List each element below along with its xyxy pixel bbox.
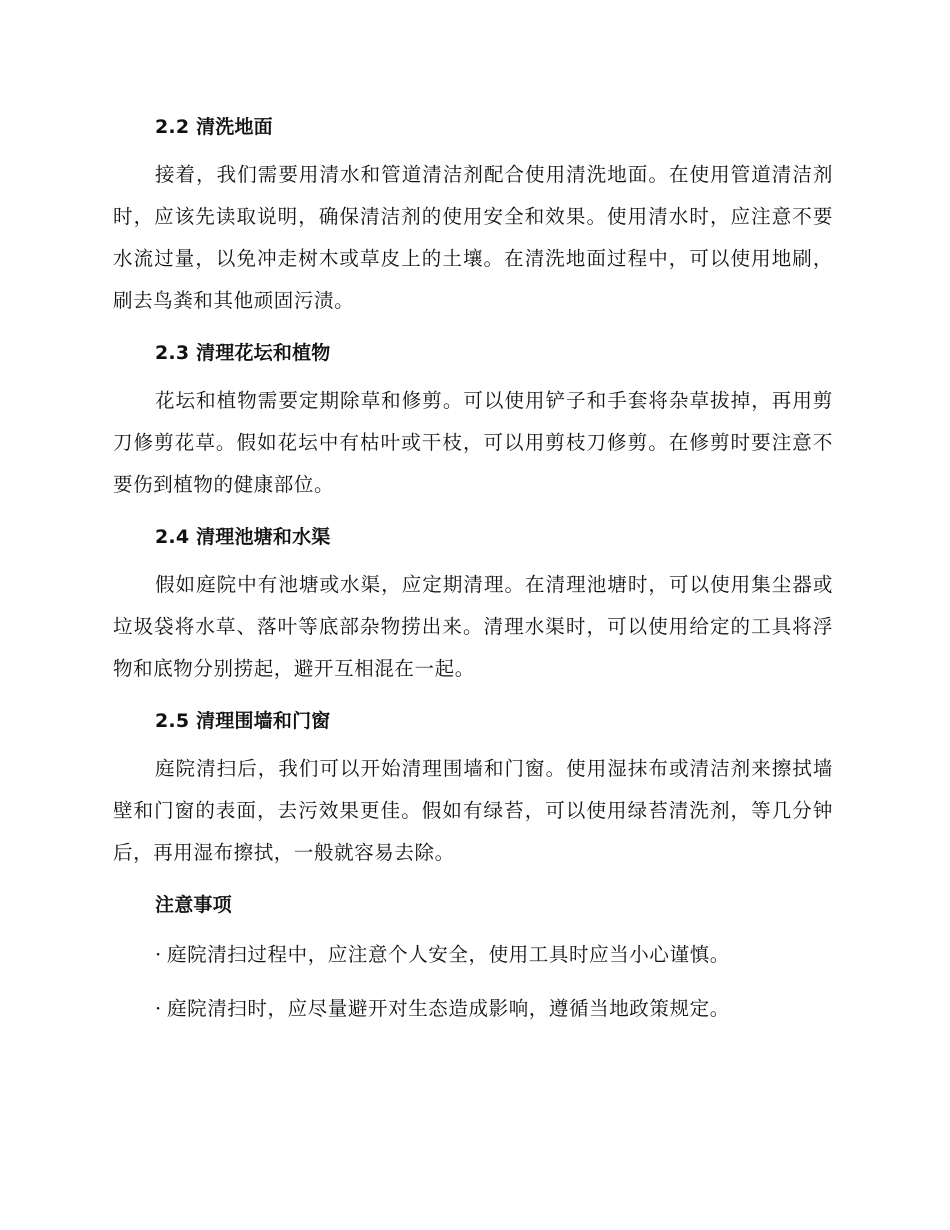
section-heading-2-4: 2.4 清理池塘和水渠 xyxy=(155,526,331,548)
section-heading-2-5: 2.5 清理围墙和门窗 xyxy=(155,710,331,732)
section-heading-2-2: 2.2 清洗地面 xyxy=(155,116,273,138)
section-body-2-5: 庭院清扫后，我们可以开始清理围墙和门窗。使用湿抹布或清洁剂来擦拭墙壁和门窗的表面，去污效果更佳。假如有绿苔，可以使用绿苔清洗剂，等几分钟后，再用湿布擦拭，一般就容易去除。 xyxy=(113,757,833,864)
note-item-text: 庭院清扫过程中，应注意个人安全，使用工具时应当小心谨慎。 xyxy=(167,943,730,966)
note-item xyxy=(113,934,833,976)
notes-heading: 注意事项 xyxy=(155,894,232,916)
section-heading-2-3: 2.3 清理花坛和植物 xyxy=(155,342,331,364)
bullet-dot-icon: · xyxy=(155,997,162,1020)
note-item-text: 庭院清扫时，应尽量避开对生态造成影响，遵循当地政策规定。 xyxy=(167,997,730,1020)
section-body-2-2: 接着，我们需要用清水和管道清洁剂配合使用清洗地面。在使用管道清洁剂时，应该先读取说明，确保清洁剂的使用安全和效果。使用清水时，应注意不要水流过量，以免冲走树木或草皮上的土壤。在清洗地面过程中，可以使用地刷，刷去鸟粪和其他顽固污渍。 xyxy=(113,163,833,312)
note-item xyxy=(113,988,833,1030)
section-body-2-4: 假如庭院中有池塘或水渠，应定期清理。在清理池塘时，可以使用集尘器或垃圾袋将水草、落叶等底部杂物捞出来。清理水渠时，可以使用给定的工具将浮物和底物分别捞起，避开互相混在一起。 xyxy=(113,573,833,680)
bullet-dot-icon: · xyxy=(155,943,162,966)
document-content xyxy=(113,108,833,1042)
section-body-2-3: 花坛和植物需要定期除草和修剪。可以使用铲子和手套将杂草拔掉，再用剪刀修剪花草。假如花坛中有枯叶或干枝，可以用剪枝刀修剪。在修剪时要注意不要伤到植物的健康部位。 xyxy=(113,389,833,496)
